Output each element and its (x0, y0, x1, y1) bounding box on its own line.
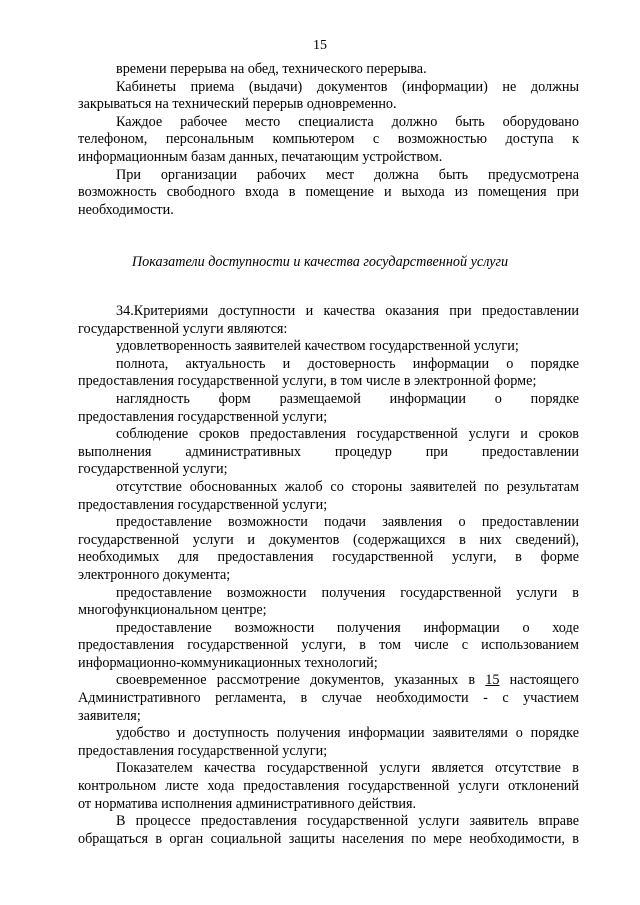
text-line: предоставления государственной услуги; (78, 408, 328, 425)
text-line: заявителя; (78, 707, 141, 724)
text-line: Каждое рабочее место специалиста должно быть оборудовано (116, 113, 579, 130)
text-line: удовлетворенность заявителей качеством государственной услуги; (116, 338, 519, 355)
text-line: электронного документа; (78, 566, 231, 583)
text-line: предоставления государственной услуги, в том числе с использованием (78, 637, 579, 654)
text-line: отсутствие обоснованных жалоб со стороны заявителей по результатам (116, 478, 579, 495)
text-line: Административного регламента, в случае необходимости - с участием (78, 690, 579, 707)
text-fragment: настоящего (509, 672, 580, 689)
top-text-block (78, 61, 579, 219)
text-line: предоставления государственной услуги; (78, 496, 328, 513)
section-heading: Показатели доступности и качества государственной услуги (131, 254, 509, 270)
text-line: информационным базам данных, печатающим устройством. (78, 148, 443, 165)
text-line: Показателем качества государственной услуги является отсутствие в (116, 760, 579, 777)
text-line: выполнения административных процедур при предоставлении (78, 443, 579, 460)
text-line: обращаться в орган социальной защиты населения по мере необходимости, в (78, 830, 579, 847)
text-line: контрольном листе хода предоставления государственной услуги отклонений (78, 778, 579, 795)
text-line: необходимых для предоставления государственной услуги, в форме (78, 549, 579, 566)
text-line: 34.Критериями доступности и качества оказания при предоставлении (116, 303, 579, 319)
text-line: времени перерыва на обед, технического перерыва. (116, 61, 427, 77)
text-line: государственной услуги и документов (содержащихся в них сведений), (78, 531, 579, 548)
text-line-with-reference (78, 672, 579, 690)
text-line: государственной услуги; (78, 461, 228, 478)
text-line: возможность свободного входа в помещение и выхода из помещения при (78, 184, 579, 201)
section-reference-link[interactable]: 15 (485, 672, 500, 689)
text-line: информационно-коммуникационных технологий; (78, 654, 378, 671)
text-fragment: своевременное рассмотрение документов, указанных в (116, 672, 476, 689)
text-line: необходимости. (78, 201, 174, 218)
text-line: соблюдение сроков предоставления государственной услуги и сроков (116, 426, 579, 443)
page-number: 15 (313, 38, 327, 53)
text-line: предоставления государственной услуги, в том числе в электронной форме; (78, 373, 537, 390)
text-line: предоставление возможности получения государственной услуги в (116, 584, 579, 601)
text-line: закрываться на технический перерыв одновременно. (78, 96, 397, 113)
text-line: При организации рабочих мест должна быть предусмотрена (116, 166, 579, 183)
text-line: телефоном, персональным компьютером с возможностью доступа к (78, 131, 579, 148)
text-line: полнота, актуальность и достоверность информации о порядке (116, 355, 579, 372)
text-line: удобство и доступность получения информации заявителями о порядке (116, 725, 579, 742)
text-line: предоставления государственной услуги; (78, 742, 328, 759)
text-line: Кабинеты приема (выдачи) документов (информации) не должны (116, 78, 579, 95)
main-text-block (78, 303, 579, 848)
text-line: предоставление возможности подачи заявления о предоставлении (116, 514, 579, 531)
text-line: наглядность форм размещаемой информации о порядке (116, 390, 579, 407)
text-line: от норматива исполнения административного действия. (78, 795, 417, 812)
text-line: предоставление возможности получения информации о ходе (116, 619, 579, 636)
text-line: многофункциональном центре; (78, 602, 267, 619)
text-line: государственной услуги являются: (78, 320, 288, 337)
text-line: В процессе предоставления государственной услуги заявитель вправе (116, 813, 579, 830)
